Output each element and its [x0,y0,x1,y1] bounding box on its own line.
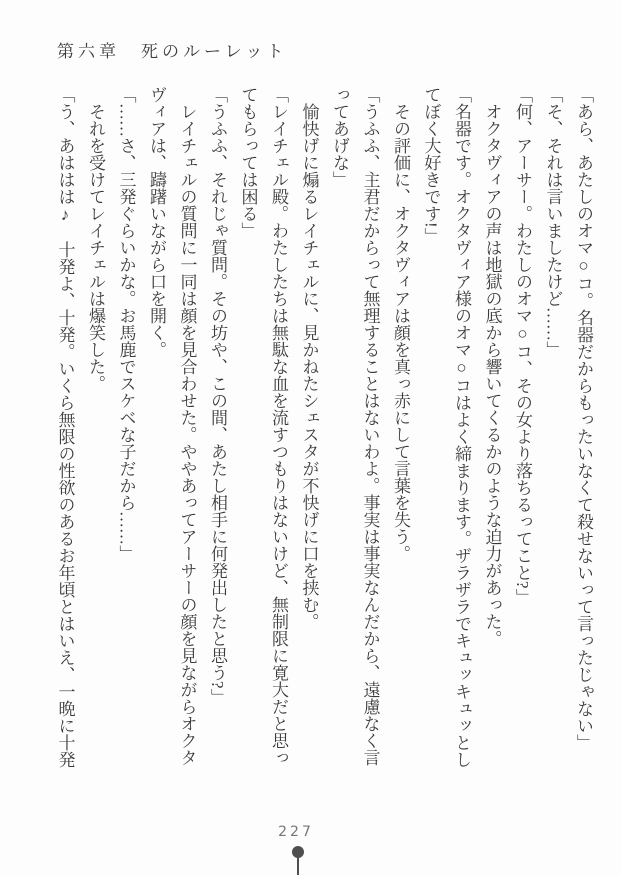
chapter-header: 第六章 死のルーレット [57,42,288,61]
text-line: てもらっては困る」 [238,86,258,239]
text-line: その評価に、オクタヴィアは顔を真っ赤にして言葉を失う。 [391,86,410,562]
text-line: それを受けてレイチェルは爆笑した。 [86,86,105,392]
pin-stem-line [297,854,299,875]
text-line: てぼく大好きです!」 [421,86,441,245]
page-number: 227 [278,824,314,840]
text-line: 「あら、あたしのオマ○コ。名器だからもったいなくて殺せないって言ったじゃない」 [574,86,593,751]
text-line: レイチェルの質問に一同は顔を見合わせた。ややあってアーサーの顔を見ながらオクタ [177,86,197,766]
text-line: 「うふふ、それじゃ質問。その坊や、この間、あたし相手に何発出したと思う?」 [208,86,227,706]
text-line: オクタヴィアの声は地獄の底から響いてくるかのような迫力があった。 [482,86,502,647]
text-line: 愉快げに煽るレイチェルに、見かねたシェスタが不快げに口を挟む。 [299,86,319,630]
pin-icon [291,846,305,875]
text-line: 「そ、それは言いましたけど……」 [543,86,563,358]
text-line: 「うふふ、主君だからって無理することはないわよ。事実は事実なんだから、遠慮なく言 [360,86,380,766]
text-line: ヴィアは、躊躇いながら口を開く。 [147,86,166,358]
text-line: ってあげな」 [330,86,349,188]
text-line: 「……さ、三発ぐらいかな。お馬鹿でスケベな子だから……」 [116,86,136,562]
body-text [49,86,598,778]
text-line: 「名器です。オクタヴィア様のオマ○コはよく締まります。ザラザラでキュッキュッとし [452,86,471,768]
text-line: 「う、あははは♪ 十発よ、十発。いくら無限の性欲のあるお年頃とはいえ、一晩に十発 [55,86,75,768]
text-line: 「レイチェル殿。わたしたちは無駄な血を流すつもりはないけど、無制限に寛大だと思っ [269,86,288,766]
text-line: 「何、アーサー。わたしのオマ○コ、その女より落ちるってこと?」 [513,86,532,606]
